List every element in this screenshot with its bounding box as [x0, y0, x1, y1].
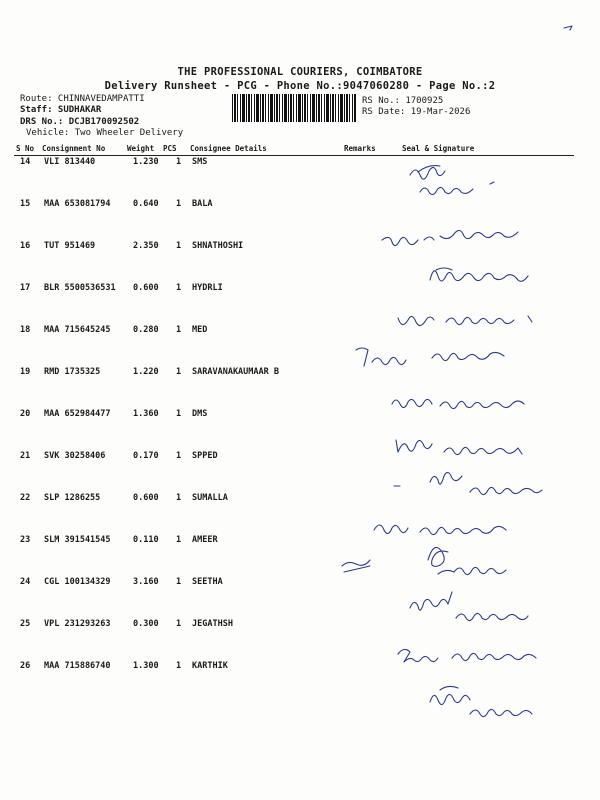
row-consignment-no: CGL 100134329 — [44, 577, 111, 587]
row-consignment-no: VPL 231293263 — [44, 619, 111, 629]
row-pcs: 1 — [176, 661, 182, 671]
row-sno: 22 — [20, 493, 31, 503]
signature-25 — [398, 649, 536, 662]
row-consignee: AMEER — [192, 535, 218, 545]
row-sno: 15 — [20, 199, 31, 209]
row-consignee: SMS — [192, 157, 208, 167]
row-sno: 18 — [20, 325, 31, 335]
row-weight: 0.280 — [133, 325, 159, 335]
row-sno: 25 — [20, 619, 31, 629]
signature-24 — [410, 592, 528, 621]
signature-18 — [398, 316, 532, 326]
row-consignment-no: SLP 1286255 — [44, 493, 101, 503]
row-consignee: KARTHIK — [192, 661, 228, 671]
runsheet-title: Delivery Runsheet - PCG - Phone No.:9047060280 - Page No.:2 — [104, 80, 496, 92]
row-pcs: 1 — [176, 577, 182, 587]
row-weight: 2.350 — [133, 241, 159, 251]
row-consignee: SHNATHOSHI — [192, 241, 244, 251]
row-pcs: 1 — [176, 409, 182, 419]
signature-17 — [430, 268, 528, 281]
row-consignee: BALA — [192, 199, 213, 209]
row-pcs: 1 — [176, 493, 182, 503]
row-pcs: 1 — [176, 451, 182, 461]
row-sno: 16 — [20, 241, 31, 251]
row-consignment-no: MAA 715886740 — [44, 661, 111, 671]
row-sno: 20 — [20, 409, 31, 419]
row-sno: 23 — [20, 535, 31, 545]
signature-19 — [356, 348, 504, 366]
row-weight: 0.110 — [133, 535, 159, 545]
row-consignment-no: MAA 652984477 — [44, 409, 111, 419]
row-consignment-no: SVK 30258406 — [44, 451, 106, 461]
row-sno: 21 — [20, 451, 31, 461]
row-consignment-no: TUT 951469 — [44, 241, 96, 251]
row-sno: 19 — [20, 367, 31, 377]
row-consignment-no: RMD 1735325 — [44, 367, 101, 377]
corner-mark — [564, 26, 572, 30]
row-pcs: 1 — [176, 199, 182, 209]
row-weight: 1.220 — [133, 367, 159, 377]
row-consignee: JEGATHSH — [192, 619, 233, 629]
row-weight: 0.300 — [133, 619, 159, 629]
row-sno: 17 — [20, 283, 31, 293]
signature-26 — [430, 686, 532, 716]
col-pcs: PCS — [163, 144, 177, 153]
row-pcs: 1 — [176, 241, 182, 251]
signature-22 — [394, 472, 542, 494]
row-pcs: 1 — [176, 619, 182, 629]
row-consignee: HYDRLI — [192, 283, 223, 293]
row-consignee: SARAVANAKAUMAAR B — [192, 367, 279, 377]
signature-21 — [396, 440, 522, 455]
staff-label: Staff: SUDHAKAR — [20, 105, 102, 115]
row-sno: 26 — [20, 661, 31, 671]
rs-number: RS No.: 1700925 — [362, 96, 444, 106]
row-pcs: 1 — [176, 157, 182, 167]
row-sno: 14 — [20, 157, 31, 167]
col-seal-signature: Seal & Signature — [402, 144, 475, 153]
row-consignment-no: MAA 715645245 — [44, 325, 111, 335]
col-weight: Weight — [127, 144, 155, 153]
row-pcs: 1 — [176, 367, 182, 377]
row-pcs: 1 — [176, 283, 182, 293]
col-consignee: Consignee Details — [190, 144, 267, 153]
row-consignment-no: BLR 5500536531 — [44, 283, 116, 293]
row-consignee: SPPED — [192, 451, 218, 461]
signature-16 — [382, 230, 518, 245]
vehicle-label: Vehicle: Two Wheeler Delivery — [26, 128, 184, 138]
row-weight: 0.600 — [133, 493, 159, 503]
row-consignee: SEETHA — [192, 577, 223, 587]
row-weight: 0.600 — [133, 283, 159, 293]
col-consignment: Consignment No — [42, 144, 106, 153]
row-weight: 0.170 — [133, 451, 159, 461]
rs-date: RS Date: 19-Mar-2026 — [362, 107, 471, 117]
row-consignment-no: SLM 391541545 — [44, 535, 111, 545]
signature-20 — [392, 399, 524, 408]
row-pcs: 1 — [176, 325, 182, 335]
row-consignee: MED — [192, 325, 208, 335]
company-name: THE PROFESSIONAL COURIERS, COIMBATORE — [177, 66, 423, 78]
row-weight: 1.230 — [133, 157, 159, 167]
row-consignment-no: VLI 813440 — [44, 157, 96, 167]
signature-14 — [410, 166, 494, 195]
row-weight: 0.640 — [133, 199, 159, 209]
row-weight: 1.300 — [133, 661, 159, 671]
row-consignee: DMS — [192, 409, 208, 419]
row-sno: 24 — [20, 577, 31, 587]
row-weight: 3.160 — [133, 577, 159, 587]
col-sno: S No — [16, 144, 35, 153]
row-weight: 1.360 — [133, 409, 159, 419]
col-remarks: Remarks — [344, 144, 376, 153]
signature-23 — [342, 525, 506, 575]
route-label: Route: CHINNAVEDAMPATTI — [20, 94, 145, 104]
drs-number: DRS No.: DCJB170092502 — [20, 117, 140, 127]
row-consignee: SUMALLA — [192, 493, 228, 503]
row-pcs: 1 — [176, 535, 182, 545]
row-consignment-no: MAA 653081794 — [44, 199, 111, 209]
